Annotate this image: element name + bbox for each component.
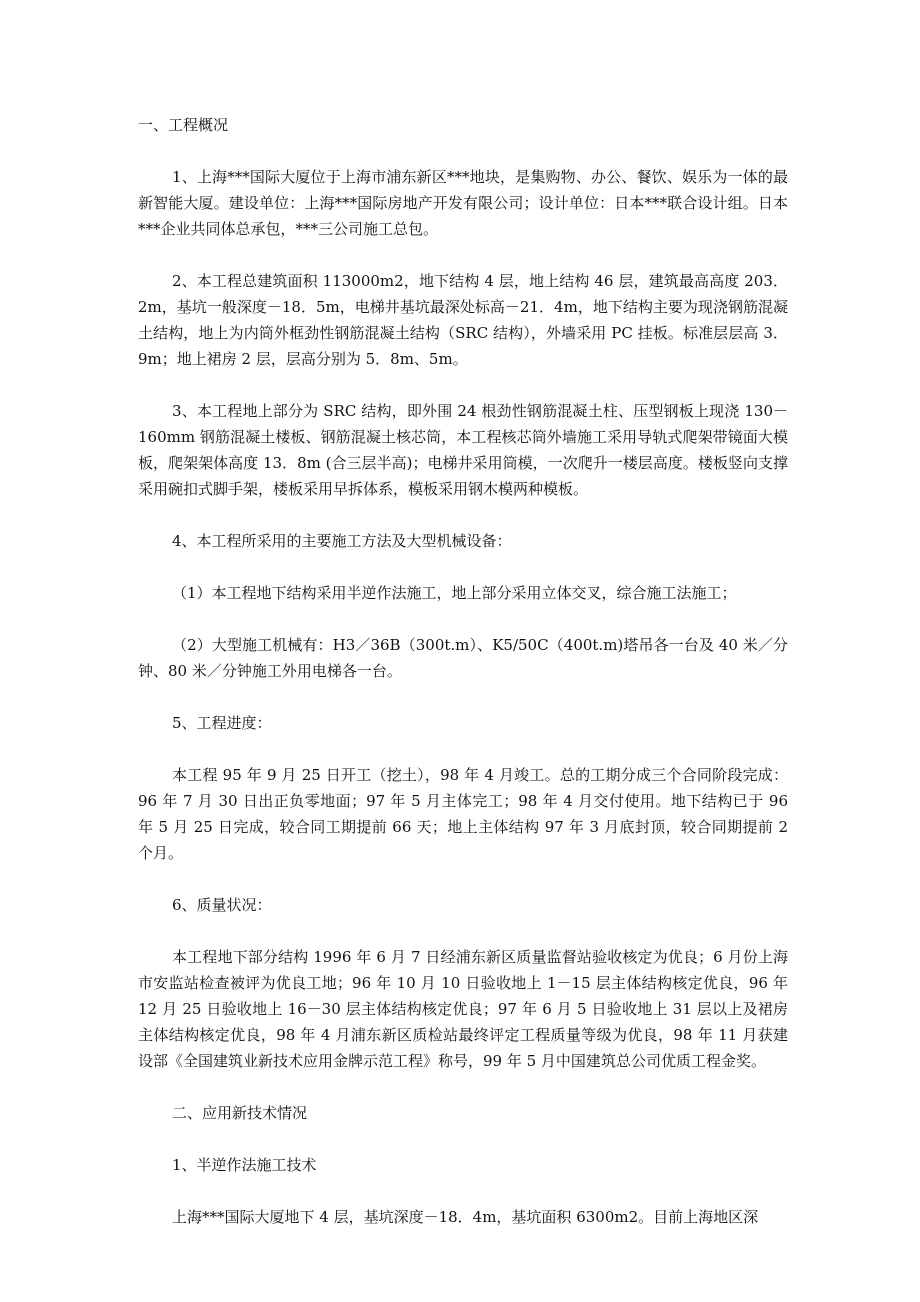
paragraph-tech-heading: 1、半逆作法施工技术 (172, 1156, 317, 1174)
paragraph-method-2: （2）大型施工机械有：H3／36B（300t.m）、K5/50C（400t.m)塔吊各一台及 40 米／分钟、80 米／分钟施工外用电梯各一台。 (138, 636, 788, 680)
paragraph-method-1: （1）本工程地下结构采用半逆作法施工，地上部分采用立体交叉，综合施工法施工； (172, 584, 737, 602)
paragraph-overview-2: 2、本工程总建筑面积 113000m2，地下结构 4 层，地上结构 46 层，建筑最高高度 203．2m，基坑一般深度－18．5m，电梯井基坑最深处标高－21．4m，地下结构主要为现浇钢筋混凝土结构，地上为内筒外框劲性钢筋混凝土结构（SRC 结构），外墙采用 PC 挂板。标准层层高 3．9m；地上裙房 2 层，层高分别为 5．8m、5m。 (138, 272, 788, 368)
paragraph-progress: 本工程 95 年 9 月 25 日开工（挖土），98 年 4 月竣工。总的工期分成三个合同阶段完成：96 年 7 月 30 日出正负零地面；97 年 5 月主体完工；98 年 4 月交付使用。地下结构已于 96 年 5 月 25 日完成，较合同工期提前 66 天；地上主体结构 97 年 3 月底封顶，较合同期提前 2 个月。 (138, 766, 788, 862)
paragraph-tech-1: 上海***国际大厦地下 4 层，基坑深度－18．4m，基坑面积 6300m2。目前上海地区深 (172, 1208, 759, 1226)
paragraph-quality: 本工程地下部分结构 1996 年 6 月 7 日经浦东新区质量监督站验收核定为优良；6 月份上海市安监站检查被评为优良工地；96 年 10 月 10 日验收地上 1－15 层主体结构核定优良，96 年 12 月 25 日验收地上 16－30 层主体结构核定优良；97 年 6 月 5 日验收地上 31 层以上及裙房主体结构核定优良，98 年 4 月浦东新区质检站最终评定工程质量等级为优良，98 年 11 月获建设部《全国建筑业新技术应用金牌示范工程》称号，99 年 5 月中国建筑总公司优质工程金奖。 (138, 948, 788, 1070)
document-page (138, 112, 788, 1256)
paragraph-overview-3: 3、本工程地上部分为 SRC 结构，即外围 24 根劲性钢筋混凝土柱、压型钢板上现浇 130－160mm 钢筋混凝土楼板、钢筋混凝土核芯筒，本工程核芯筒外墙施工采用导轨式爬架带镜面大模板，爬架架体高度 13．8m (合三层半高)；电梯井采用筒模，一次爬升一楼层高度。楼板竖向支撑采用碗扣式脚手架，楼板采用早拆体系，模板采用钢木模两种模板。 (138, 402, 788, 498)
paragraph-progress-heading: 5、工程进度： (172, 714, 272, 732)
section-heading-1: 一、工程概况 (138, 116, 229, 134)
paragraph-methods-heading: 4、本工程所采用的主要施工方法及大型机械设备： (172, 532, 512, 550)
section-heading-2: 二、应用新技术情况 (172, 1104, 308, 1122)
paragraph-overview-1: 1、上海***国际大厦位于上海市浦东新区***地块，是集购物、办公、餐饮、娱乐为一体的最新智能大厦。建设单位：上海***国际房地产开发有限公司；设计单位：日本***联合设计组。日本***企业共同体总承包，***三公司施工总包。 (138, 168, 788, 238)
paragraph-quality-heading: 6、质量状况： (172, 896, 272, 914)
